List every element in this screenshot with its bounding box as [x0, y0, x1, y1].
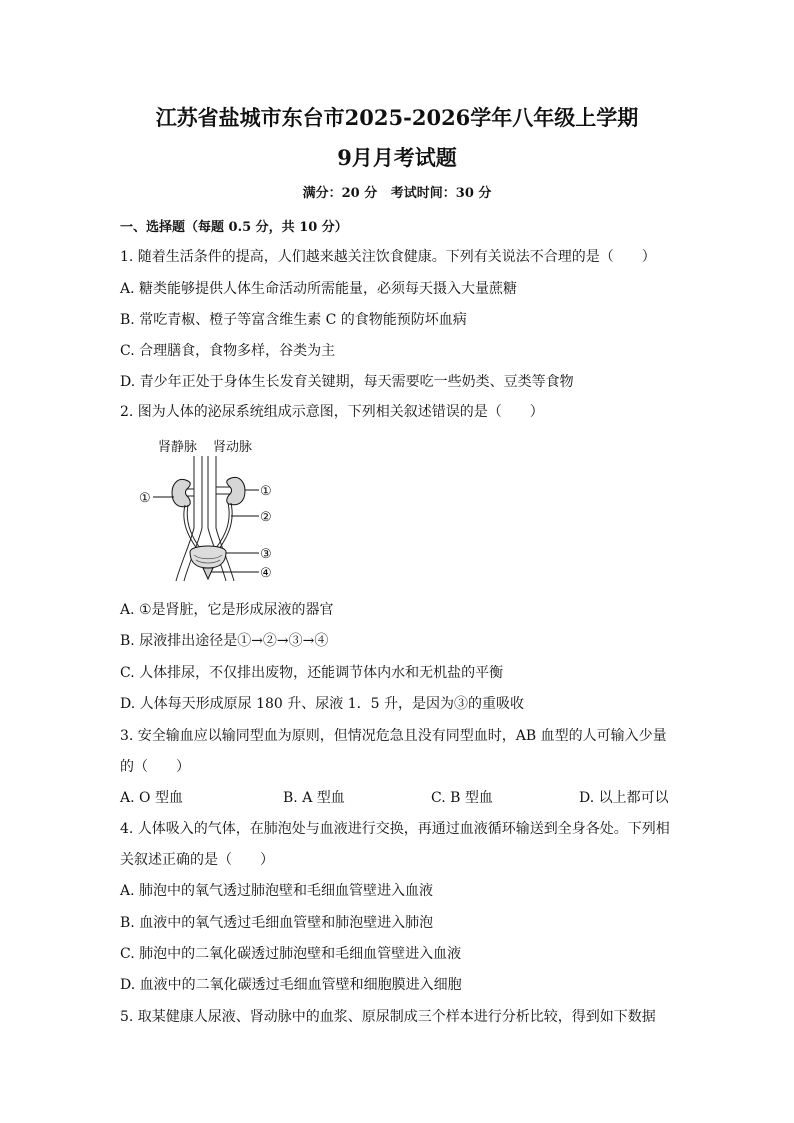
- question-2-option-b: B. 尿液排出途径是①→②→③→④: [120, 633, 329, 649]
- urinary-system-figure: [130, 436, 290, 586]
- question-3-stem-line-1: 3. 安全输血应以输同型血为原则，但情况危急且没有同型血时，AB 血型的人可输入少量: [120, 728, 667, 744]
- figure-marker-3: ③: [260, 547, 272, 562]
- exam-title-line-1: 江苏省盐城市东台市2025-2026学年八年级上学期: [155, 105, 639, 130]
- section-title: 一、选择题（每题 0.5 分，共 10 分）: [120, 220, 348, 235]
- question-4-option-c: C. 肺泡中的二氧化碳透过肺泡壁和毛细血管壁进入血液: [120, 946, 462, 962]
- kidney-right: [227, 477, 245, 504]
- exam-meta: 满分：20 分 考试时间：30 分: [302, 186, 492, 201]
- figure-label-artery: 肾动脉: [213, 440, 253, 455]
- question-4-stem-line-2: 关叙述正确的是（ ）: [120, 852, 274, 868]
- question-3-option-c: C. B 型血: [431, 790, 493, 806]
- question-1-option-b: B. 常吃青椒、橙子等富含维生素 C 的食物能预防坏血病: [120, 312, 467, 328]
- exam-title-line-2: 9月月考试题: [337, 145, 457, 170]
- question-3-stem-line-2: 的（ ）: [120, 759, 190, 775]
- question-2-stem: 2. 图为人体的泌尿系统组成示意图，下列相关叙述错误的是（ ）: [120, 404, 544, 420]
- figure-marker-1-left: ①: [139, 491, 151, 506]
- figure-label-vein: 肾静脉: [158, 440, 198, 455]
- question-2-option-c: C. 人体排尿，不仅排出废物，还能调节体内水和无机盐的平衡: [120, 665, 504, 681]
- figure-marker-1-right: ①: [260, 484, 272, 499]
- question-1-option-c: C. 合理膳食，食物多样，谷类为主: [120, 343, 336, 359]
- question-5-stem: 5. 取某健康人尿液、肾动脉中的血浆、原尿制成三个样本进行分析比较，得到如下数据: [120, 1009, 656, 1025]
- question-3-option-d: D. 以上都可以: [579, 790, 669, 806]
- question-1-stem: 1. 随着生活条件的提高，人们越来越关注饮食健康。下列有关说法不合理的是（ ）: [120, 249, 656, 265]
- bladder: [190, 546, 226, 568]
- question-4-option-d: D. 血液中的二氧化碳透过毛细血管壁和细胞膜进入细胞: [120, 977, 462, 993]
- question-1-option-d: D. 青少年正处于身体生长发育关键期，每天需要吃一些奶类、豆类等食物: [120, 374, 574, 390]
- kidney-left: [172, 479, 190, 506]
- question-3-option-a: A. O 型血: [120, 790, 183, 806]
- figure-marker-2: ②: [260, 510, 272, 525]
- question-4-option-a: A. 肺泡中的氧气透过肺泡壁和毛细血管壁进入血液: [120, 883, 434, 899]
- question-3-option-b: B. A 型血: [283, 790, 345, 806]
- question-2-option-a: A. ①是肾脏，它是形成尿液的器官: [120, 602, 334, 618]
- question-2-option-d: D. 人体每天形成原尿 180 升、尿液 1．5 升，是因为③的重吸收: [120, 696, 524, 712]
- question-4-stem-line-1: 4. 人体吸入的气体，在肺泡处与血液进行交换，再通过血液循环输送到全身各处。下列相: [120, 821, 670, 837]
- question-4-option-b: B. 血液中的氧气透过毛细血管壁和肺泡壁进入肺泡: [120, 915, 434, 931]
- question-1-option-a: A. 糖类能够提供人体生命活动所需能量，必须每天摄入大量蔗糖: [120, 281, 518, 297]
- urethra: [203, 568, 213, 579]
- figure-marker-4: ④: [260, 566, 272, 581]
